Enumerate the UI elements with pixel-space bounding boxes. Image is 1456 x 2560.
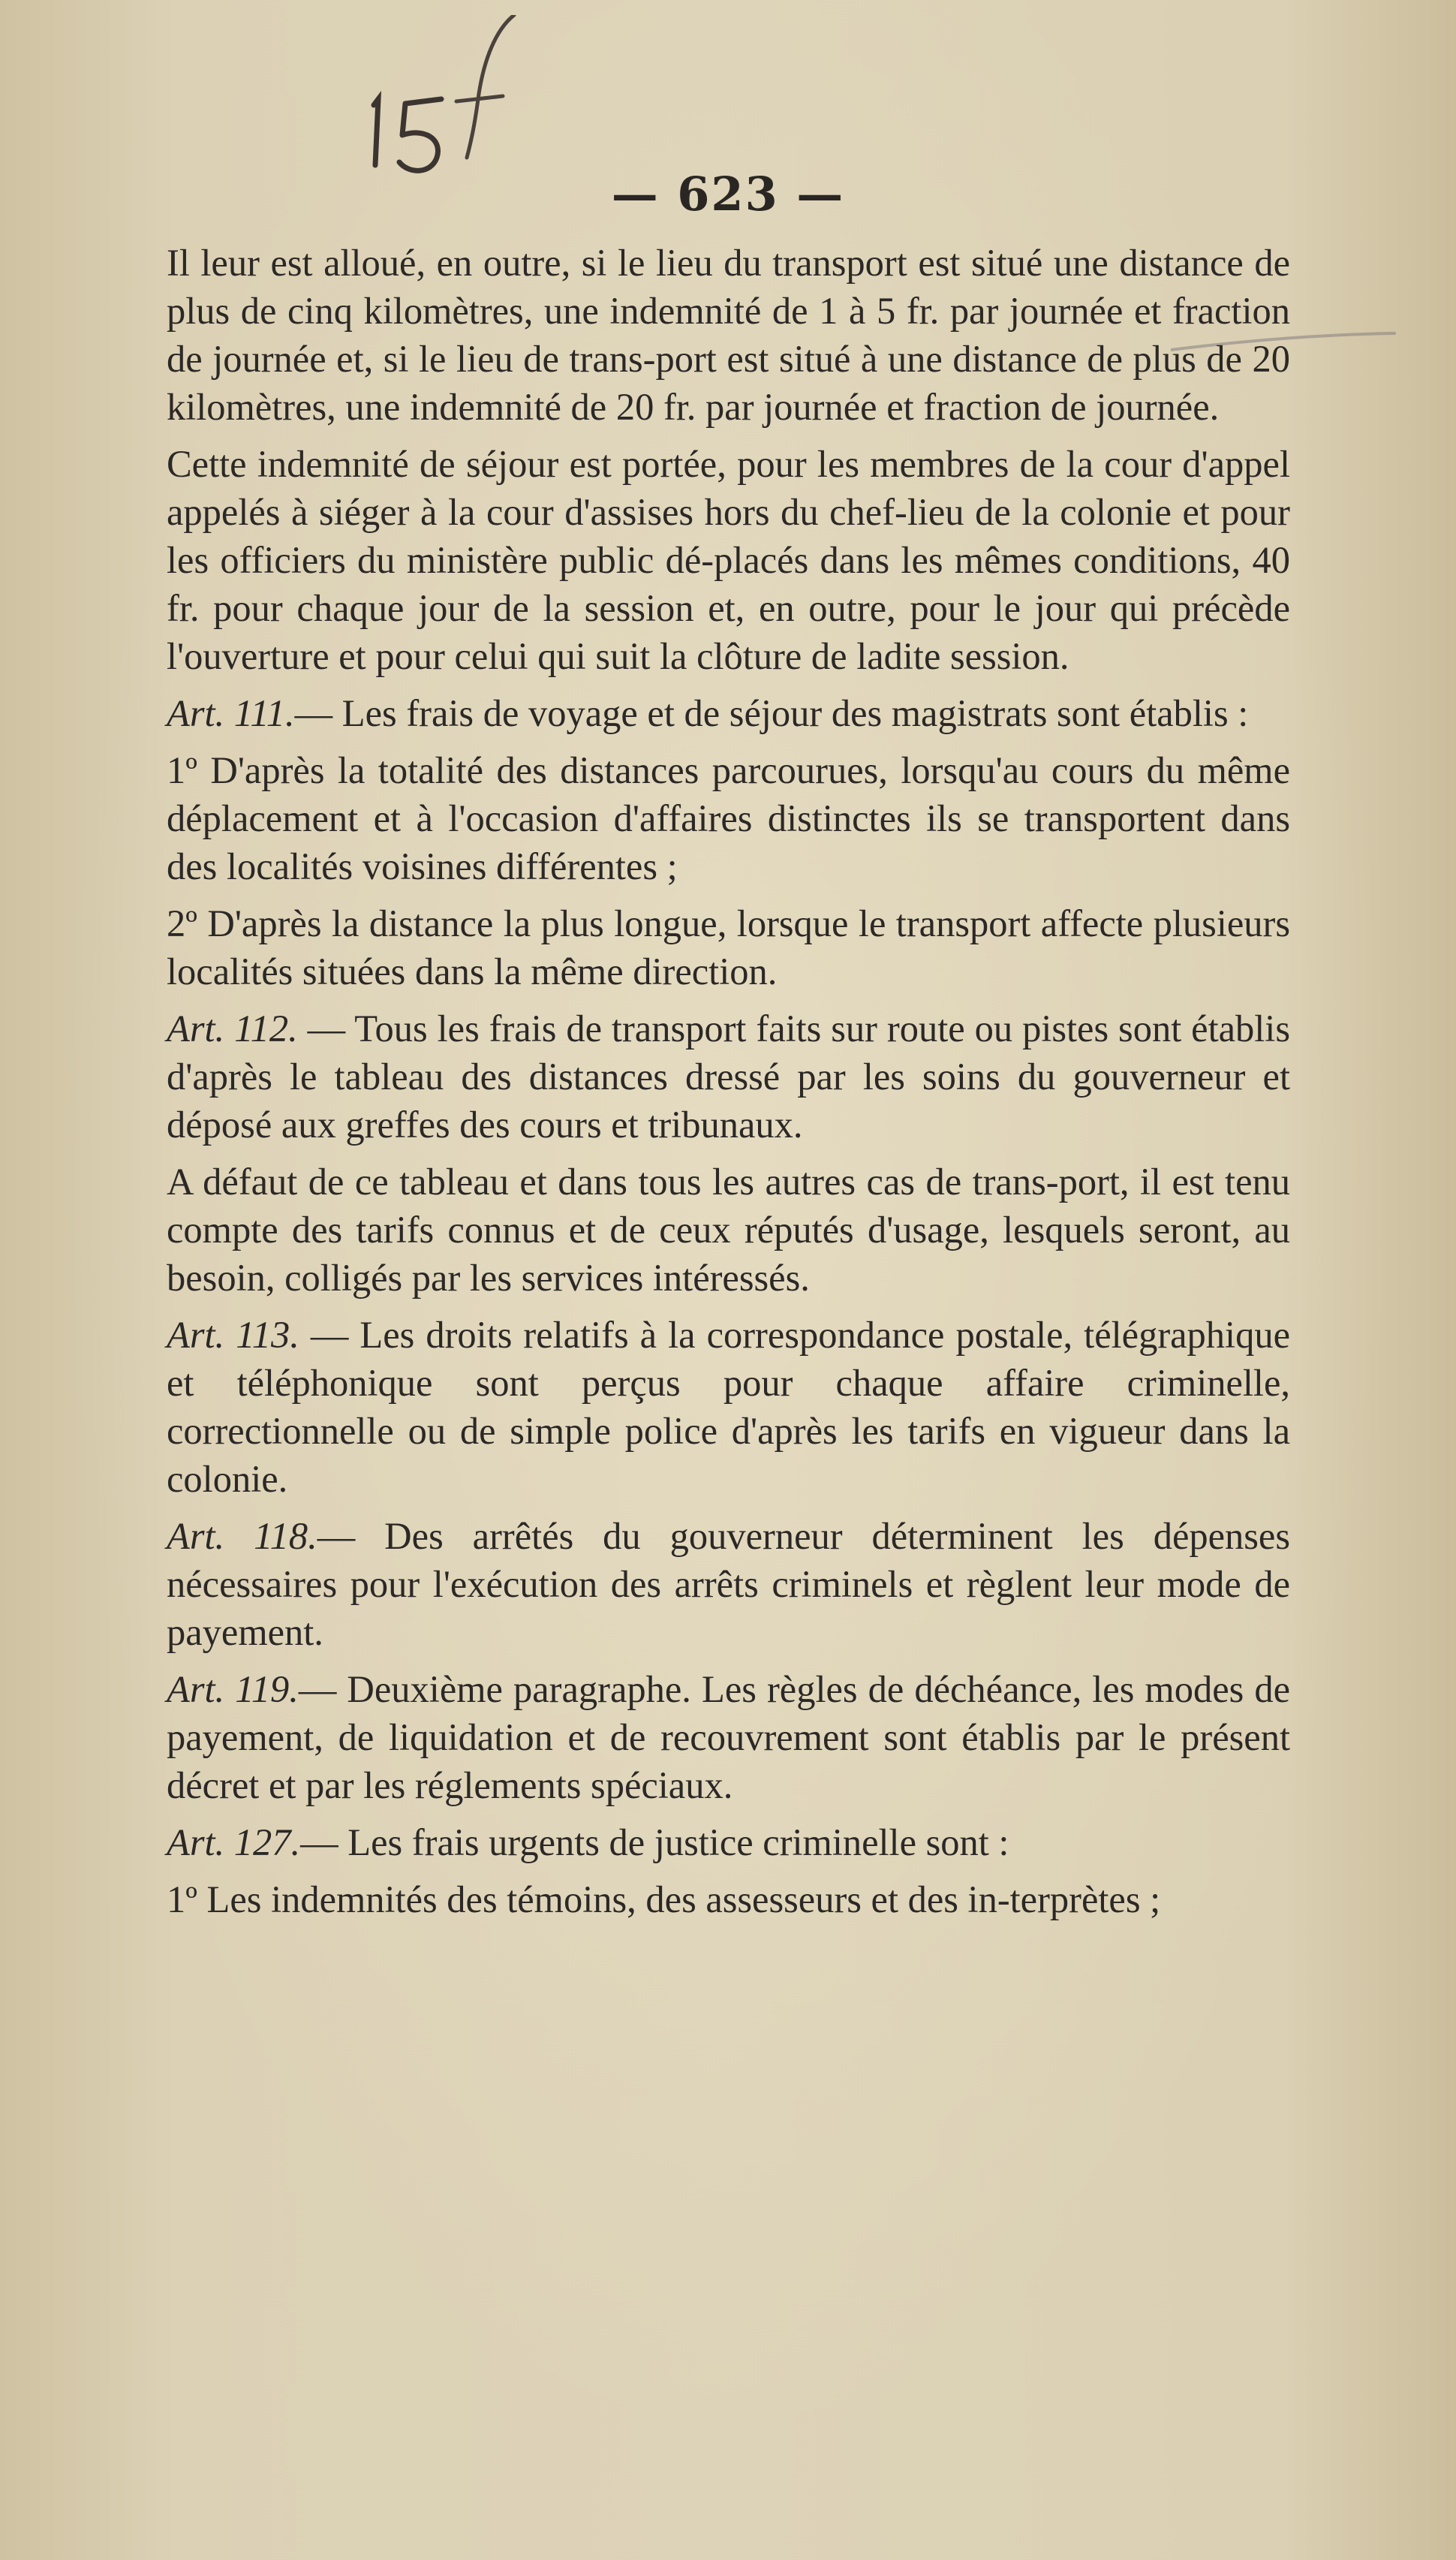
handwritten-annotation xyxy=(353,15,548,188)
article-111 xyxy=(167,689,1290,737)
article-112-text: — Tous les frais de transport faits sur route ou pistes sont établis d'après le tableau des distances dressé par les soins du gouverneur et déposé aux greffes des cours et tribunaux. xyxy=(167,1007,1290,1146)
handwritten-annotation-drawing xyxy=(353,15,548,188)
article-119-heading: Art. 119. xyxy=(167,1668,299,1710)
paragraph-default xyxy=(167,1158,1290,1302)
paragraph-item-witnesses-text: 1º Les indemnités des témoins, des assesseurs et des in-terprètes ; xyxy=(167,1878,1161,1920)
article-119 xyxy=(167,1665,1290,1809)
article-113-text: — Les droits relatifs à la correspondance postale, télégraphique et téléphonique sont perçus pour chaque affaire criminelle, correctionnelle ou de simple police d'après les tarifs en vigueur dans la colonie. xyxy=(167,1314,1290,1500)
paragraph-1-text: Il leur est alloué, en outre, si le lieu du transport est situé une distance de plus de cinq kilomètres, une indemnité de 1 à 5 fr. par journée et fraction de journée et, si le lieu de trans-port est situé à une distance de plus de 20 kilomètres, une indemnité de 20 fr. par journée et fraction de journée. xyxy=(167,242,1290,428)
paragraph-item-witnesses xyxy=(167,1875,1290,1923)
article-113-heading: Art. 113. xyxy=(167,1314,299,1356)
article-118 xyxy=(167,1512,1290,1656)
article-127-text: — Les frais urgents de justice criminelle sont : xyxy=(300,1821,1009,1863)
paragraph-item-2-text: 2º D'après la distance la plus longue, lorsque le transport affecte plusieurs localités situées dans la même direction. xyxy=(167,902,1290,992)
article-119-text: — Deuxième paragraphe. Les règles de déchéance, les modes de payement, de liquidation et de recouvrement sont établis par le présent décret et par les réglements spéciaux. xyxy=(167,1668,1290,1806)
paragraph-item-2 xyxy=(167,899,1290,995)
article-112-heading: Art. 112. xyxy=(167,1007,298,1050)
paragraph-item-1-text: 1º D'après la totalité des distances parcourues, lorsqu'au cours du même déplacement et à l'occasion d'affaires distinctes ils se transportent dans des localités voisines différentes ; xyxy=(167,749,1290,887)
article-127-heading: Art. 127. xyxy=(167,1821,301,1863)
article-118-text: — Des arrêtés du gouverneur déterminent les dépenses nécessaires pour l'exécution des arrêts criminels et règlent leur mode de payement. xyxy=(167,1515,1290,1653)
article-111-text: — Les frais de voyage et de séjour des magistrats sont établis : xyxy=(294,692,1249,734)
paragraph-2 xyxy=(167,440,1290,680)
body-text xyxy=(167,239,1290,1932)
article-113 xyxy=(167,1311,1290,1503)
paragraph-1 xyxy=(167,239,1290,431)
page-number: — 623 — xyxy=(611,167,845,221)
article-118-heading: Art. 118. xyxy=(167,1515,317,1557)
paragraph-2-text: Cette indemnité de séjour est portée, pour les membres de la cour d'appel appelés à siéger à la cour d'assises hors du chef-lieu de la colonie et pour les officiers du ministère public dé-placés dans les mêmes conditions, 40 fr. pour chaque jour de la session et, en outre, pour le jour qui précède l'ouverture et pour celui qui suit la clôture de ladite session. xyxy=(167,443,1290,677)
article-127 xyxy=(167,1818,1290,1866)
article-112 xyxy=(167,1004,1290,1149)
paragraph-default-text: A défaut de ce tableau et dans tous les autres cas de trans-port, il est tenu compte des tarifs connus et de ceux réputés d'usage, lesquels seront, au besoin, colligés par les services intéressés. xyxy=(167,1161,1290,1299)
paragraph-item-1 xyxy=(167,746,1290,890)
article-111-heading: Art. 111. xyxy=(167,692,295,734)
